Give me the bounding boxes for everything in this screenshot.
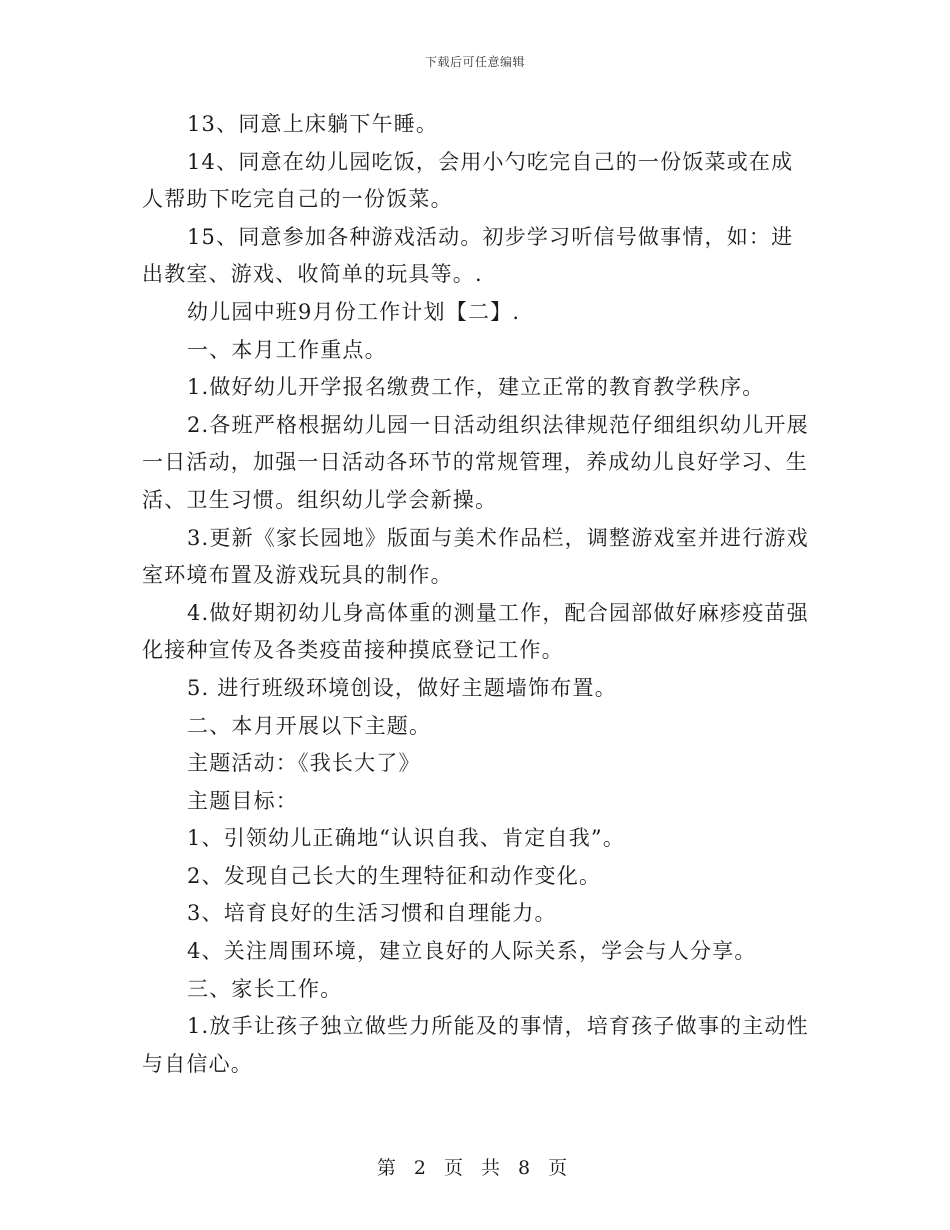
paragraph: 3.更新《家长园地》版面与美术作品栏，调整游戏室并进行游戏室环境布置及游戏玩具的制作。 xyxy=(142,525,809,588)
paragraph: 1.放手让孩子独立做些力所能及的事情，培育孩子做事的主动性与自信心。 xyxy=(142,1014,809,1076)
page-header-note: 下载后可任意编辑 xyxy=(424,55,525,69)
paragraph: 3、培育良好的生活习惯和自理能力。 xyxy=(187,901,557,926)
paragraph: 1、引领幼儿正确地“认识自我、肯定自我”。 xyxy=(187,826,626,851)
paragraph: 5. 进行班级环境创设，做好主题墙饰布置。 xyxy=(187,675,617,700)
paragraph: 主题活动：《我长大了》 xyxy=(187,751,421,776)
paragraph: 1.做好幼儿开学报名缴费工作，建立正常的教育教学秩序。 xyxy=(187,375,765,400)
section-heading: 二、本月开展以下主题。 xyxy=(187,713,432,738)
paragraph: 13、同意上床躺下午睡。 xyxy=(187,112,439,136)
section-heading: 三、家长工作。 xyxy=(187,976,343,1001)
page-number: 第 2 页 共 8 页 xyxy=(376,1157,574,1179)
section-heading: 一、本月工作重点。 xyxy=(187,337,387,362)
paragraph: 4、关注周围环境，建立良好的人际关系，学会与人分享。 xyxy=(187,939,757,964)
section-title: 幼儿园中班9月份工作计划【二】. xyxy=(187,299,521,324)
paragraph: 2、发现自己长大的生理特征和动作变化。 xyxy=(187,863,602,888)
document-body xyxy=(142,106,810,1083)
paragraph: 2.各班严格根据幼儿园一日活动组织法律规范仔细组织幼儿开展一日活动，加强一日活动各环节的常规管理，养成幼儿良好学习、生活、卫生习惯。组织幼儿学会新操。 xyxy=(142,412,809,512)
paragraph: 主题目标： xyxy=(187,788,298,813)
paragraph: 14、同意在幼儿园吃饭，会用小勺吃完自己的一份饭菜或在成人帮助下吃完自己的一份饭菜。 xyxy=(142,149,794,212)
paragraph: 4.做好期初幼儿身高体重的测量工作，配合园部做好麻疹疫苗强化接种宣传及各类疫苗接种摸底登记工作。 xyxy=(142,600,809,663)
paragraph: 15、同意参加各种游戏活动。初步学习听信号做事情，如：进出教室、游戏、收简单的玩具等。. xyxy=(142,224,794,287)
